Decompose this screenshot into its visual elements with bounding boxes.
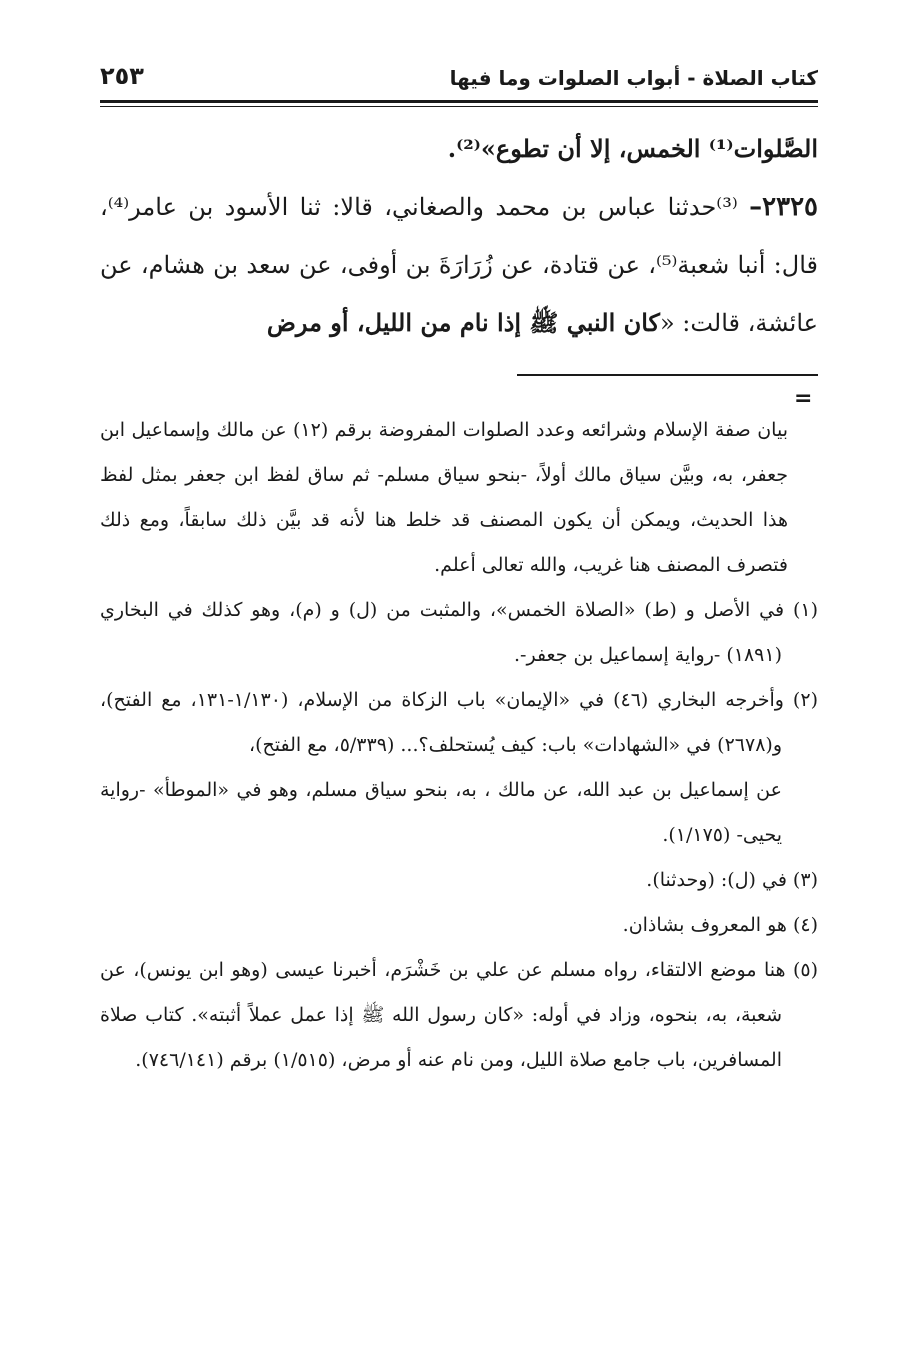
footnote-3: (٣) في (ل): (وحدثنا). — [646, 869, 818, 891]
main-line-1: الصَّلوات⁽¹⁾ الخمس، إلا أن تطوع»⁽²⁾. — [447, 134, 818, 163]
hadith-number: ٢٣٢٥– — [749, 192, 818, 222]
running-title: كتاب الصلاة - أبواب الصلوات وما فيها — [449, 66, 818, 90]
footnote-continuation-mark: = — [794, 386, 813, 411]
header-rule — [100, 100, 818, 103]
footnote-1: (١) في الأصل و (ط) «الصلاة الخمس»، والمثبت من (ل) و (م)، وهو كذلك في البخاري (١٨٩١) -رواية إسماعيل بن جعفر-. — [100, 599, 818, 666]
footnote-continuation: بيان صفة الإسلام وشرائعه وعدد الصلوات المفروضة برقم (١٢) عن مالك وإسماعيل ابن جعفر، به، وبيَّن سياق مالك أولاً، -بنحو سياق مسلم- ثم ساق لفظ ابن جعفر بمثل لفظ هذا الحديث، ويمكن أن يكون المصنف قد خلط هنا لأنه قد بيَّن ذلك سابقاً، ومع ذلك فتصرف المصنف هنا غريب، والله تعالى أعلم. — [100, 419, 788, 576]
footnote-5: (٥) هنا موضع الالتقاء، رواه مسلم عن علي بن خَشْرَم، أخبرنا عيسى (وهو ابن يونس)، عن شعبة، به، بنحوه، وزاد في أوله: «كان رسول الله ﷺ إذا عمل عملاً أثبته». كتاب صلاة المسافرين، باب جامع صلاة الليل، ومن نام عنه أو مرض، (١/٥١٥) برقم (٧٤٦/١٤١). — [100, 959, 818, 1071]
hadith-bold-text: كان النبي ﷺ إذا نام من الليل، أو مرض — [266, 308, 660, 337]
footnote-separator — [517, 374, 818, 376]
main-text — [100, 120, 818, 352]
page-header — [100, 62, 818, 100]
page-number: ٢٥٣ — [100, 62, 144, 90]
footnote-2-continuation: عن إسماعيل بن عبد الله، عن مالك ، به، بنحو سياق مسلم، وهو في «الموطأ» -رواية يحيى- (١/١٧٥). — [100, 779, 782, 846]
hadith-paragraph — [100, 178, 818, 352]
footnote-4: (٤) هو المعروف بشاذان. — [622, 914, 818, 936]
hadith-text: ⁽³⁾حدثنا عباس بن محمد والصغاني، قالا: ثنا الأسود بن عامر⁽⁴⁾، قال: أنبا شعبة⁽⁵⁾، عن قتادة، عن زُرَارَةَ بن أوفى، عن سعد بن هشام، عن عائشة، قالت: « — [100, 193, 818, 337]
header-rule-thin — [100, 106, 818, 107]
footnotes — [100, 408, 818, 1083]
footnote-2: (٢) وأخرجه البخاري (٤٦) في «الإيمان» باب الزكاة من الإسلام، (١/١٣٠-١٣١، مع الفتح)، و(٢٦٧٨) في «الشهادات» باب: كيف يُستحلف؟... (٥/٣٣٩، مع الفتح)، — [100, 689, 818, 756]
